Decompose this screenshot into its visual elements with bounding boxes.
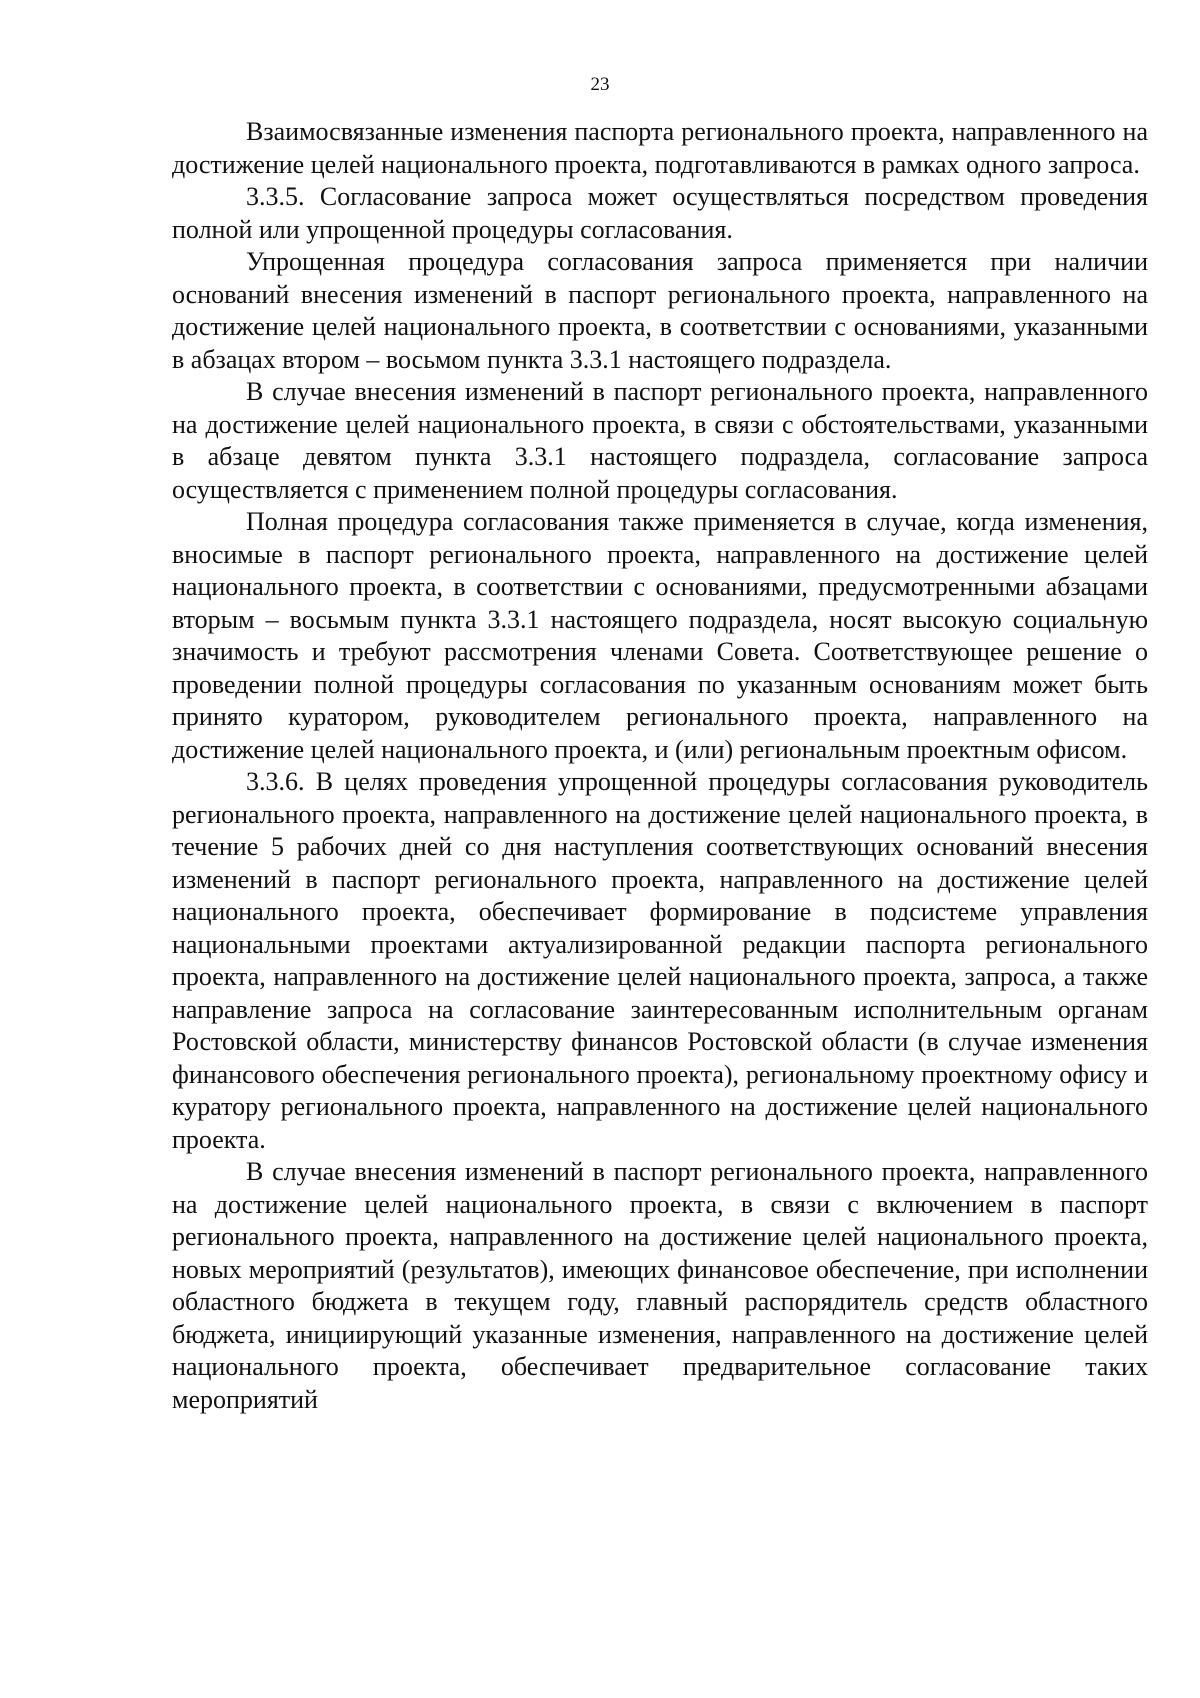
paragraph-7: В случае внесения изменений в паспорт регионального проекта, направленного на достижение целей национального проекта, в связи с включением в паспорт регионального проекта, направленного на достижение целей национального проекта, новых мероприятий (результатов), имеющих финансовое обеспечение, при исполнении областного бюджета в текущем году, главный распорядитель средств областного бюджета, инициирующий указанные изменения, направленного на достижение целей национального проекта, обеспечивает предварительное согласование таких мероприятий [172,1157,1148,1414]
paragraph-2: 3.3.5. Согласование запроса может осуществляться посредством проведения полной или упрощенной процедуры согласования. [172,182,1148,244]
paragraph-3: Упрощенная процедура согласования запроса применяется при наличии оснований внесения изменений в паспорт регионального проекта, направленного на достижение целей национального проекта, в соответствии с основаниями, указанными в абзацах втором – восьмом пункта 3.3.1 настоящего подраздела. [172,247,1148,374]
paragraph-1: Взаимосвязанные изменения паспорта регионального проекта, направленного на достижение целей национального проекта, подготавливаются в рамках одного запроса. [172,117,1148,179]
document-body [172,116,1148,1416]
paragraph-5: Полная процедура согласования также применяется в случае, когда изменения, вносимые в паспорт регионального проекта, направленного на достижение целей национального проекта, в соответствии с основаниями, предусмотренными абзацами вторым – восьмым пункта 3.3.1 настоящего подраздела, носят высокую социальную значимость и требуют рассмотрения членами Совета. Соответствующее решение о проведении полной процедуры согласования по указанным основаниям может быть принято куратором, руководителем регионального проекта, направленного на достижение целей национального проекта, и (или) региональным проектным офисом. [172,507,1148,764]
page-number: 23 [590,74,610,95]
paragraph-6: 3.3.6. В целях проведения упрощенной процедуры согласования руководитель регионального проекта, направленного на достижение целей национального проекта, в течение 5 рабочих дней со дня наступления соответствующих оснований внесения изменений в паспорт регионального проекта, направленного на достижение целей национального проекта, обеспечивает формирование в подсистеме управления национальными проектами актуализированной редакции паспорта регионального проекта, направленного на достижение целей национального проекта, запроса, а также направление запроса на согласование заинтересованным исполнительным органам Ростовской области, министерству финансов Ростовской области (в случае изменения финансового обеспечения регионального проекта), региональному проектному офису и куратору регионального проекта, направленного на достижение целей национального проекта. [172,767,1148,1154]
paragraph-4: В случае внесения изменений в паспорт регионального проекта, направленного на достижение целей национального проекта, в связи с обстоятельствами, указанными в абзаце девятом пункта 3.3.1 настоящего подраздела, согласование запроса осуществляется с применением полной процедуры согласования. [172,377,1148,504]
